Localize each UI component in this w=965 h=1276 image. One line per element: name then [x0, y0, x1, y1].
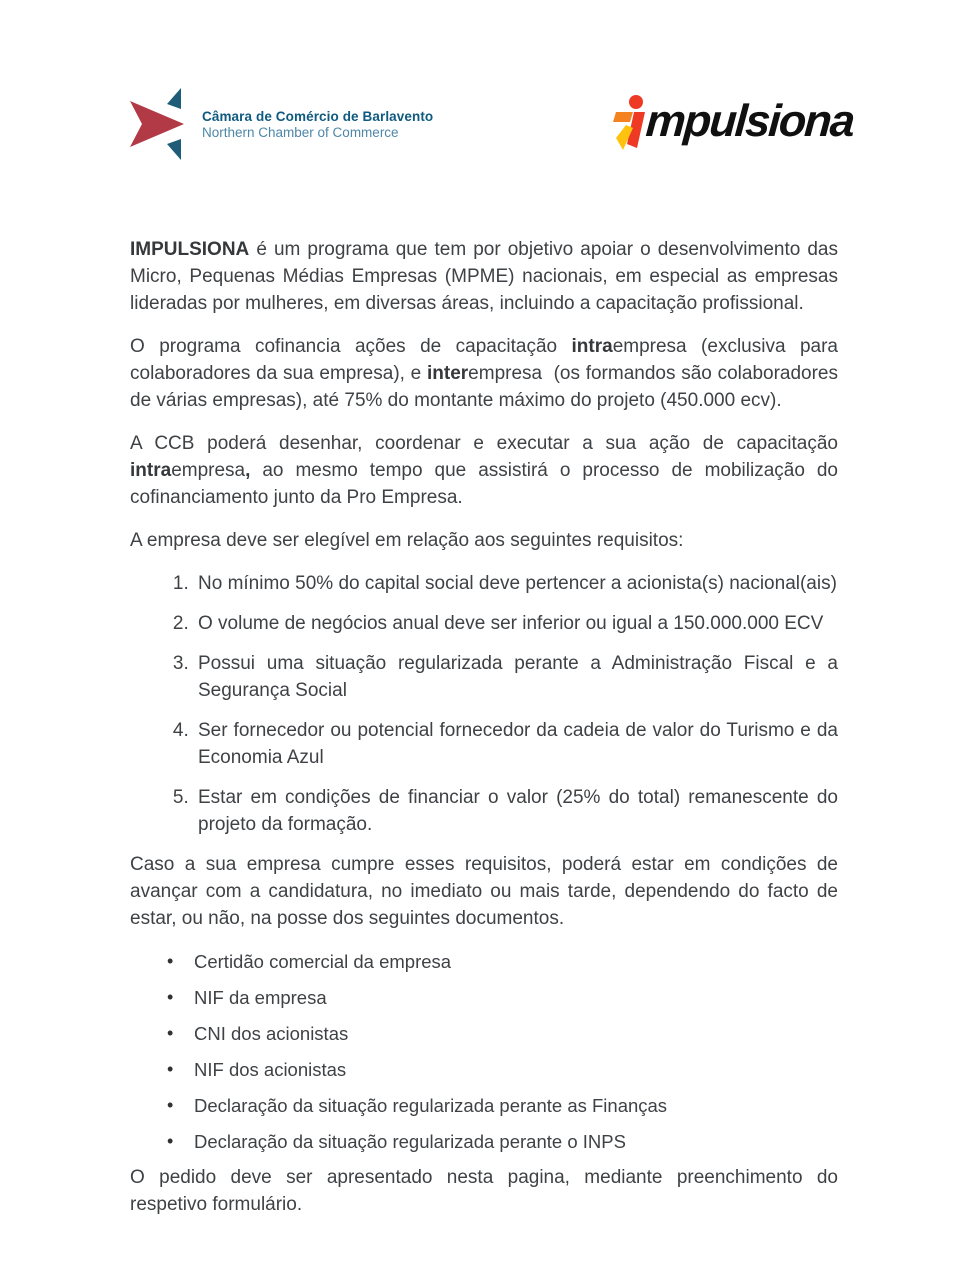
document-item: • Declaração da situação regularizada perante o INPS	[194, 1128, 838, 1155]
paragraph-ccb-role: A CCB poderá desenhar, coordenar e executar a sua ação de capacitação intraempresa, ao mesmo tempo que assistirá o processo de mobilização do cofinanciamento junto da Pro Empresa.	[130, 433, 838, 508]
ccb-logo-title: Câmara de Comércio de Barlavento	[202, 108, 434, 124]
ccb-logo-text	[202, 107, 433, 142]
bullet-icon: •	[167, 1059, 174, 1079]
requirements-list	[130, 570, 838, 838]
requirement-item: 3. Possui uma situação regularizada perante a Administração Fiscal e a Segurança Social	[194, 650, 838, 704]
requirement-item: 2. O volume de negócios anual deve ser inferior ou igual a 150.000.000 ECV	[194, 610, 838, 637]
ccb-logo	[130, 88, 433, 160]
impulsiona-logo	[613, 88, 853, 152]
page-header	[0, 0, 965, 160]
bullet-icon: •	[167, 987, 174, 1007]
document-item: • NIF da empresa	[194, 984, 838, 1011]
documents-list	[130, 948, 838, 1155]
requirement-item: 1. No mínimo 50% do capital social deve pertencer a acionista(s) nacional(ais)	[194, 570, 838, 597]
paragraph-eligibility-lead: A empresa deve ser elegível em relação aos seguintes requisitos:	[130, 530, 684, 551]
document-item: • Declaração da situação regularizada perante as Finanças	[194, 1092, 838, 1119]
paragraph-submission: O pedido deve ser apresentado nesta pagina, mediante preenchimento do respetivo formulário.	[130, 1167, 838, 1215]
impulsiona-i-icon	[613, 94, 645, 152]
bullet-icon: •	[167, 1131, 174, 1151]
paragraph-cofinancing: O programa cofinancia ações de capacitação intraempresa (exclusiva para colaboradores da sua empresa), e interempresa (os formandos são colaboradores de várias empresas), até 75% do montante máximo do projeto (450.000 ecv).	[130, 336, 838, 411]
document-item: • NIF dos acionistas	[194, 1056, 838, 1083]
document-item: • Certidão comercial da empresa	[194, 948, 838, 975]
ccb-logo-subtitle: Northern Chamber of Commerce	[202, 125, 399, 140]
impulsiona-logo-word: mpulsiona	[644, 95, 855, 146]
requirement-item: 4. Ser fornecedor ou potencial fornecedor da cadeia de valor do Turismo e da Economia Azul	[194, 717, 838, 771]
bullet-icon: •	[167, 1095, 174, 1115]
document-body	[0, 160, 965, 1218]
bullet-icon: •	[167, 951, 174, 971]
requirement-item: 5. Estar em condições de financiar o valor (25% do total) remanescente do projeto da formação.	[194, 784, 838, 838]
ccb-arrow-icon	[130, 88, 192, 160]
program-name-bold: IMPULSIONA	[130, 239, 250, 260]
bullet-icon: •	[167, 1023, 174, 1043]
paragraph-application: Caso a sua empresa cumpre esses requisitos, poderá estar em condições de avançar com a candidatura, no imediato ou mais tarde, dependendo do facto de estar, ou não, na posse dos seguintes documentos.	[130, 854, 838, 929]
document-item: • CNI dos acionistas	[194, 1020, 838, 1047]
paragraph-intro: IMPULSIONA é um programa que tem por objetivo apoiar o desenvolvimento das Micro, Pequenas Médias Empresas (MPME) nacionais, em especial as empresas lideradas por mulheres, em diversas áreas, incluindo a capacitação profissional.	[130, 239, 838, 314]
